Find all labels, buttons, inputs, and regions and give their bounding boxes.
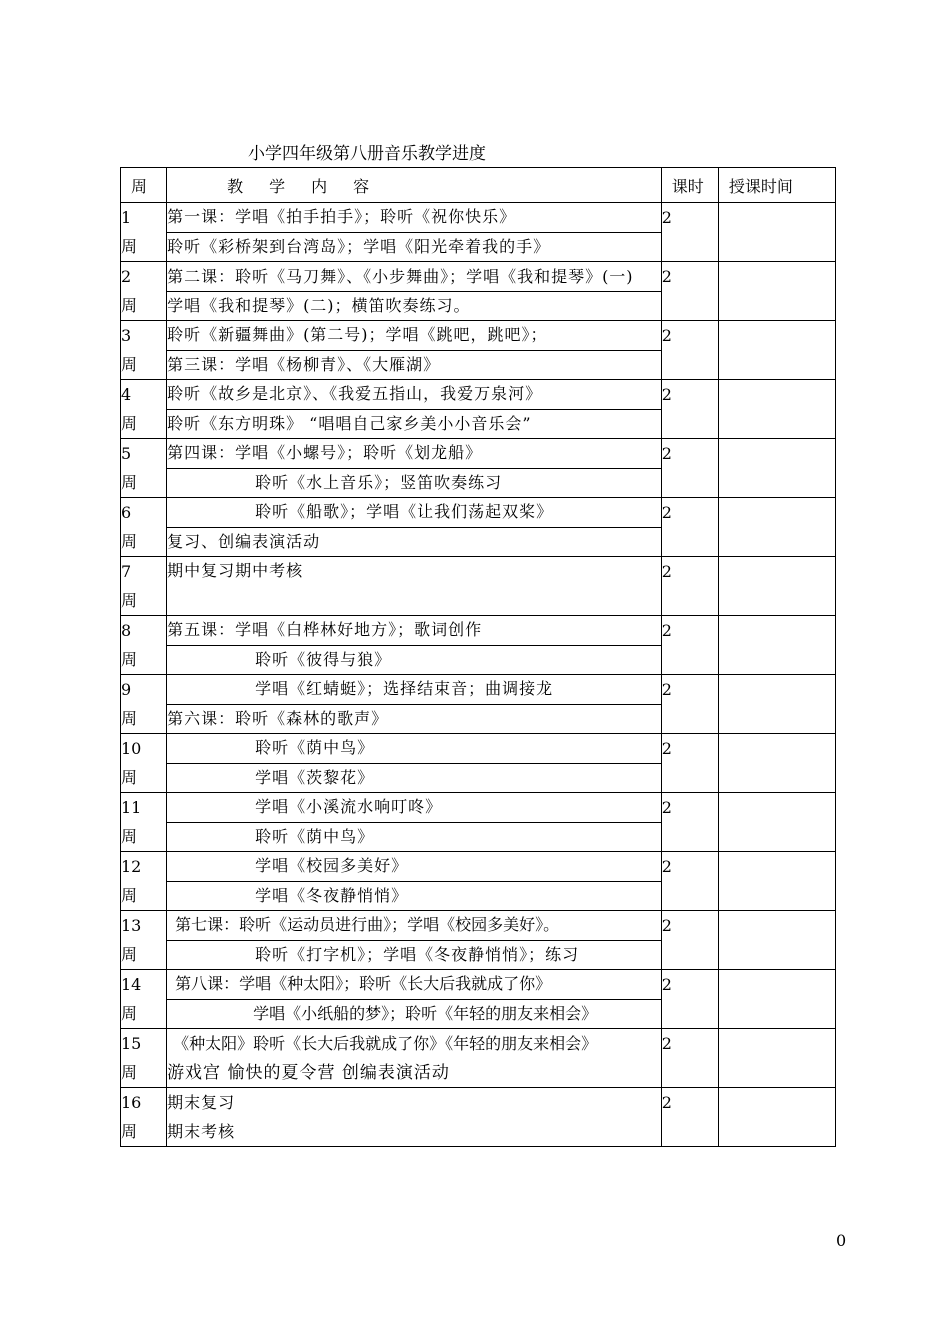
header-row — [121, 168, 836, 203]
table-row — [121, 675, 836, 705]
week-cell: 5 周 — [121, 439, 167, 498]
table-row — [121, 793, 836, 823]
time-cell — [718, 970, 835, 1029]
table-row — [121, 498, 836, 528]
hours-cell: 2 — [661, 675, 718, 734]
content-line: 第二课：聆听《马刀舞》、《小步舞曲》；学唱《我和提琴》(一) — [167, 262, 662, 292]
table-row — [121, 380, 836, 410]
hours-cell: 2 — [661, 616, 718, 675]
content-line: 《种太阳》聆听《长大后我就成了你》《年轻的朋友来相会》 — [167, 1029, 662, 1059]
week-cell: 6 周 — [121, 498, 167, 557]
content-line: 第五课：学唱《白桦林好地方》；歌词创作 — [167, 616, 662, 646]
content-line: 聆听《船歌》；学唱《让我们荡起双桨》 — [167, 498, 662, 528]
time-cell — [718, 675, 835, 734]
time-cell — [718, 734, 835, 793]
content-line: 第三课：学唱《杨柳青》、《大雁湖》 — [167, 350, 662, 380]
hours-cell: 2 — [661, 793, 718, 852]
content-line: 聆听《新疆舞曲》(第二号)；学唱《跳吧，跳吧》； — [167, 321, 662, 351]
time-cell — [718, 380, 835, 439]
content-line: 期末复习 — [167, 1088, 662, 1118]
hours-cell: 2 — [661, 734, 718, 793]
content-line: 学唱《冬夜静悄悄》 — [167, 881, 662, 911]
hours-cell: 2 — [661, 852, 718, 911]
hours-cell: 2 — [661, 1088, 718, 1147]
hours-cell: 2 — [661, 970, 718, 1029]
week-cell: 4 周 — [121, 380, 167, 439]
time-cell — [718, 616, 835, 675]
time-cell — [718, 498, 835, 557]
table-row — [121, 911, 836, 941]
week-cell: 10 周 — [121, 734, 167, 793]
content-line: 期中复习期中考核 — [167, 557, 662, 616]
content-line: 聆听《荫中鸟》 — [167, 822, 662, 852]
content-line: 游戏宫 愉快的夏令营 创编表演活动 — [167, 1058, 662, 1088]
week-cell: 2 周 — [121, 262, 167, 321]
header-hours: 课时 — [661, 168, 718, 203]
week-cell: 7 周 — [121, 557, 167, 616]
content-line: 期末考核 — [167, 1117, 662, 1147]
week-cell: 1 周 — [121, 203, 167, 262]
hours-cell: 2 — [661, 262, 718, 321]
hours-cell: 2 — [661, 1029, 718, 1088]
week-cell: 15 周 — [121, 1029, 167, 1088]
hours-cell: 2 — [661, 380, 718, 439]
header-time: 授课时间 — [718, 168, 835, 203]
content-line: 第六课：聆听《森林的歌声》 — [167, 704, 662, 734]
content-line: 第四课：学唱《小螺号》；聆听《划龙船》 — [167, 439, 662, 469]
table-row — [121, 203, 836, 233]
content-line: 聆听《打字机》；学唱《冬夜静悄悄》；练习 — [167, 940, 662, 970]
table-row — [121, 970, 836, 1000]
content-line: 第一课：学唱《拍手拍手》；聆听《祝你快乐》 — [167, 203, 662, 233]
hours-cell: 2 — [661, 439, 718, 498]
time-cell — [718, 852, 835, 911]
table-row — [121, 852, 836, 882]
table-row — [121, 321, 836, 351]
content-line: 学唱《我和提琴》(二)；横笛吹奏练习。 — [167, 292, 662, 321]
time-cell — [718, 911, 835, 970]
content-line: 学唱《茨黎花》 — [167, 763, 662, 793]
time-cell — [718, 262, 835, 321]
content-line: 第七课：聆听《运动员进行曲》；学唱《校园多美好》。 — [167, 911, 662, 941]
week-cell: 8 周 — [121, 616, 167, 675]
content-line: 第八课：学唱《种太阳》；聆听《长大后我就成了你》 — [167, 970, 662, 1000]
week-cell: 9 周 — [121, 675, 167, 734]
time-cell — [718, 1029, 835, 1088]
week-cell: 12 周 — [121, 852, 167, 911]
content-line: 聆听《彼得与狼》 — [167, 645, 662, 675]
week-cell: 13 周 — [121, 911, 167, 970]
content-line: 聆听《水上音乐》；竖笛吹奏练习 — [167, 468, 662, 498]
table-row — [121, 1088, 836, 1118]
content-line: 学唱《红蜻蜓》；选择结束音；曲调接龙 — [167, 675, 662, 705]
content-line: 学唱《校园多美好》 — [167, 852, 662, 882]
content-line: 聆听《荫中鸟》 — [167, 734, 662, 764]
week-cell: 11 周 — [121, 793, 167, 852]
schedule-table — [120, 167, 836, 1147]
time-cell — [718, 203, 835, 262]
hours-cell: 2 — [661, 321, 718, 380]
table-row — [121, 1029, 836, 1059]
week-cell: 14 周 — [121, 970, 167, 1029]
week-cell: 16 周 — [121, 1088, 167, 1147]
time-cell — [718, 1088, 835, 1147]
time-cell — [718, 439, 835, 498]
content-line: 聆听《东方明珠》 “唱唱自己家乡美小小音乐会” — [167, 409, 662, 439]
hours-cell: 2 — [661, 911, 718, 970]
content-line: 学唱《小溪流水响叮咚》 — [167, 793, 662, 823]
table-row — [121, 262, 836, 292]
table-row — [121, 616, 836, 646]
week-cell: 3 周 — [121, 321, 167, 380]
time-cell — [718, 793, 835, 852]
hours-cell: 2 — [661, 203, 718, 262]
hours-cell: 2 — [661, 498, 718, 557]
content-line: 聆听《故乡是北京》、《我爱五指山，我爱万泉河》 — [167, 380, 662, 410]
header-content: 教学内容 — [167, 168, 662, 203]
table-row — [121, 734, 836, 764]
content-line: 聆听《彩桥架到台湾岛》；学唱《阳光牵着我的手》 — [167, 232, 662, 262]
time-cell — [718, 321, 835, 380]
content-line: 学唱《小纸船的梦》；聆听《年轻的朋友来相会》 — [167, 999, 662, 1029]
time-cell — [718, 557, 835, 616]
page-title: 小学四年级第八册音乐教学进度 — [248, 144, 486, 164]
page-number: 0 — [836, 1231, 847, 1250]
table-row — [121, 557, 836, 616]
table-row — [121, 439, 836, 469]
header-week: 周 — [121, 168, 167, 203]
hours-cell: 2 — [661, 557, 718, 616]
content-line: 复习、创编表演活动 — [167, 527, 662, 557]
